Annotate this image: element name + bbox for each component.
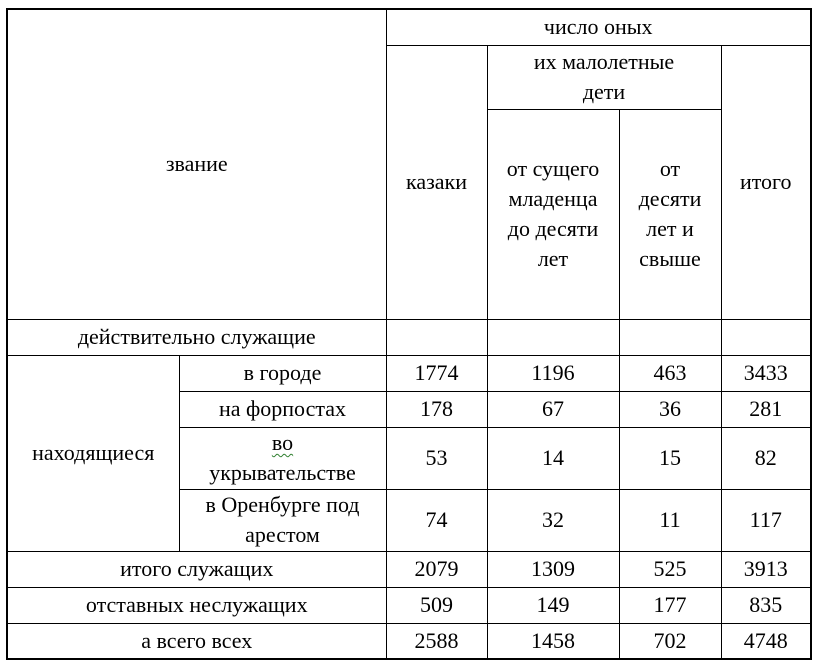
cossacks-value: 509 bbox=[386, 587, 487, 623]
summary-label: а всего всех bbox=[7, 623, 386, 659]
empty-cell bbox=[619, 319, 721, 355]
older-value: 525 bbox=[619, 551, 721, 587]
table-row bbox=[7, 587, 811, 623]
infants-value: 1458 bbox=[487, 623, 619, 659]
summary-label: итого служащих bbox=[7, 551, 386, 587]
cossacks-value: 53 bbox=[386, 427, 487, 489]
infants-value: 1196 bbox=[487, 355, 619, 391]
cossacks-header: казаки bbox=[386, 45, 487, 319]
empty-cell bbox=[721, 319, 811, 355]
total-value: 281 bbox=[721, 391, 811, 427]
total-header: итого bbox=[721, 45, 811, 319]
older-value: 11 bbox=[619, 489, 721, 551]
infants-value: 1309 bbox=[487, 551, 619, 587]
total-value: 4748 bbox=[721, 623, 811, 659]
row-label: в городе bbox=[179, 355, 386, 391]
row-label: на форпостах bbox=[179, 391, 386, 427]
cossacks-value: 2079 bbox=[386, 551, 487, 587]
table-row bbox=[7, 355, 811, 391]
from-infant-header: от сущего младенца до десяти лет bbox=[487, 109, 619, 319]
older-value: 177 bbox=[619, 587, 721, 623]
cossacks-value: 2588 bbox=[386, 623, 487, 659]
cossacks-value: 178 bbox=[386, 391, 487, 427]
row-label bbox=[179, 427, 386, 489]
empty-cell bbox=[487, 319, 619, 355]
total-value: 3913 bbox=[721, 551, 811, 587]
empty-cell bbox=[386, 319, 487, 355]
section-active-label: действительно служащие bbox=[7, 319, 386, 355]
count-of-them-header: число оных bbox=[386, 9, 811, 45]
row-label-part: во bbox=[271, 430, 294, 455]
cossacks-value: 74 bbox=[386, 489, 487, 551]
total-value: 3433 bbox=[721, 355, 811, 391]
older-value: 702 bbox=[619, 623, 721, 659]
rank-header: звание bbox=[7, 9, 386, 319]
older-value: 36 bbox=[619, 391, 721, 427]
total-value: 82 bbox=[721, 427, 811, 489]
document-table-wrapper bbox=[6, 8, 812, 660]
from-ten-header: от десяти лет и свыше bbox=[619, 109, 721, 319]
older-value: 463 bbox=[619, 355, 721, 391]
total-value: 117 bbox=[721, 489, 811, 551]
infants-value: 14 bbox=[487, 427, 619, 489]
row-label-part: укрывательстве bbox=[209, 460, 356, 485]
row-label: в Оренбурге под арестом bbox=[179, 489, 386, 551]
summary-label: отставных неслужащих bbox=[7, 587, 386, 623]
cossacks-value: 1774 bbox=[386, 355, 487, 391]
table-row bbox=[7, 551, 811, 587]
group-label: находящиеся bbox=[7, 355, 179, 551]
infants-value: 149 bbox=[487, 587, 619, 623]
total-value: 835 bbox=[721, 587, 811, 623]
table-row bbox=[7, 623, 811, 659]
infants-value: 67 bbox=[487, 391, 619, 427]
older-value: 15 bbox=[619, 427, 721, 489]
infants-value: 32 bbox=[487, 489, 619, 551]
cossack-census-table bbox=[6, 8, 812, 660]
minor-children-header: их малолетные дети bbox=[487, 45, 721, 109]
